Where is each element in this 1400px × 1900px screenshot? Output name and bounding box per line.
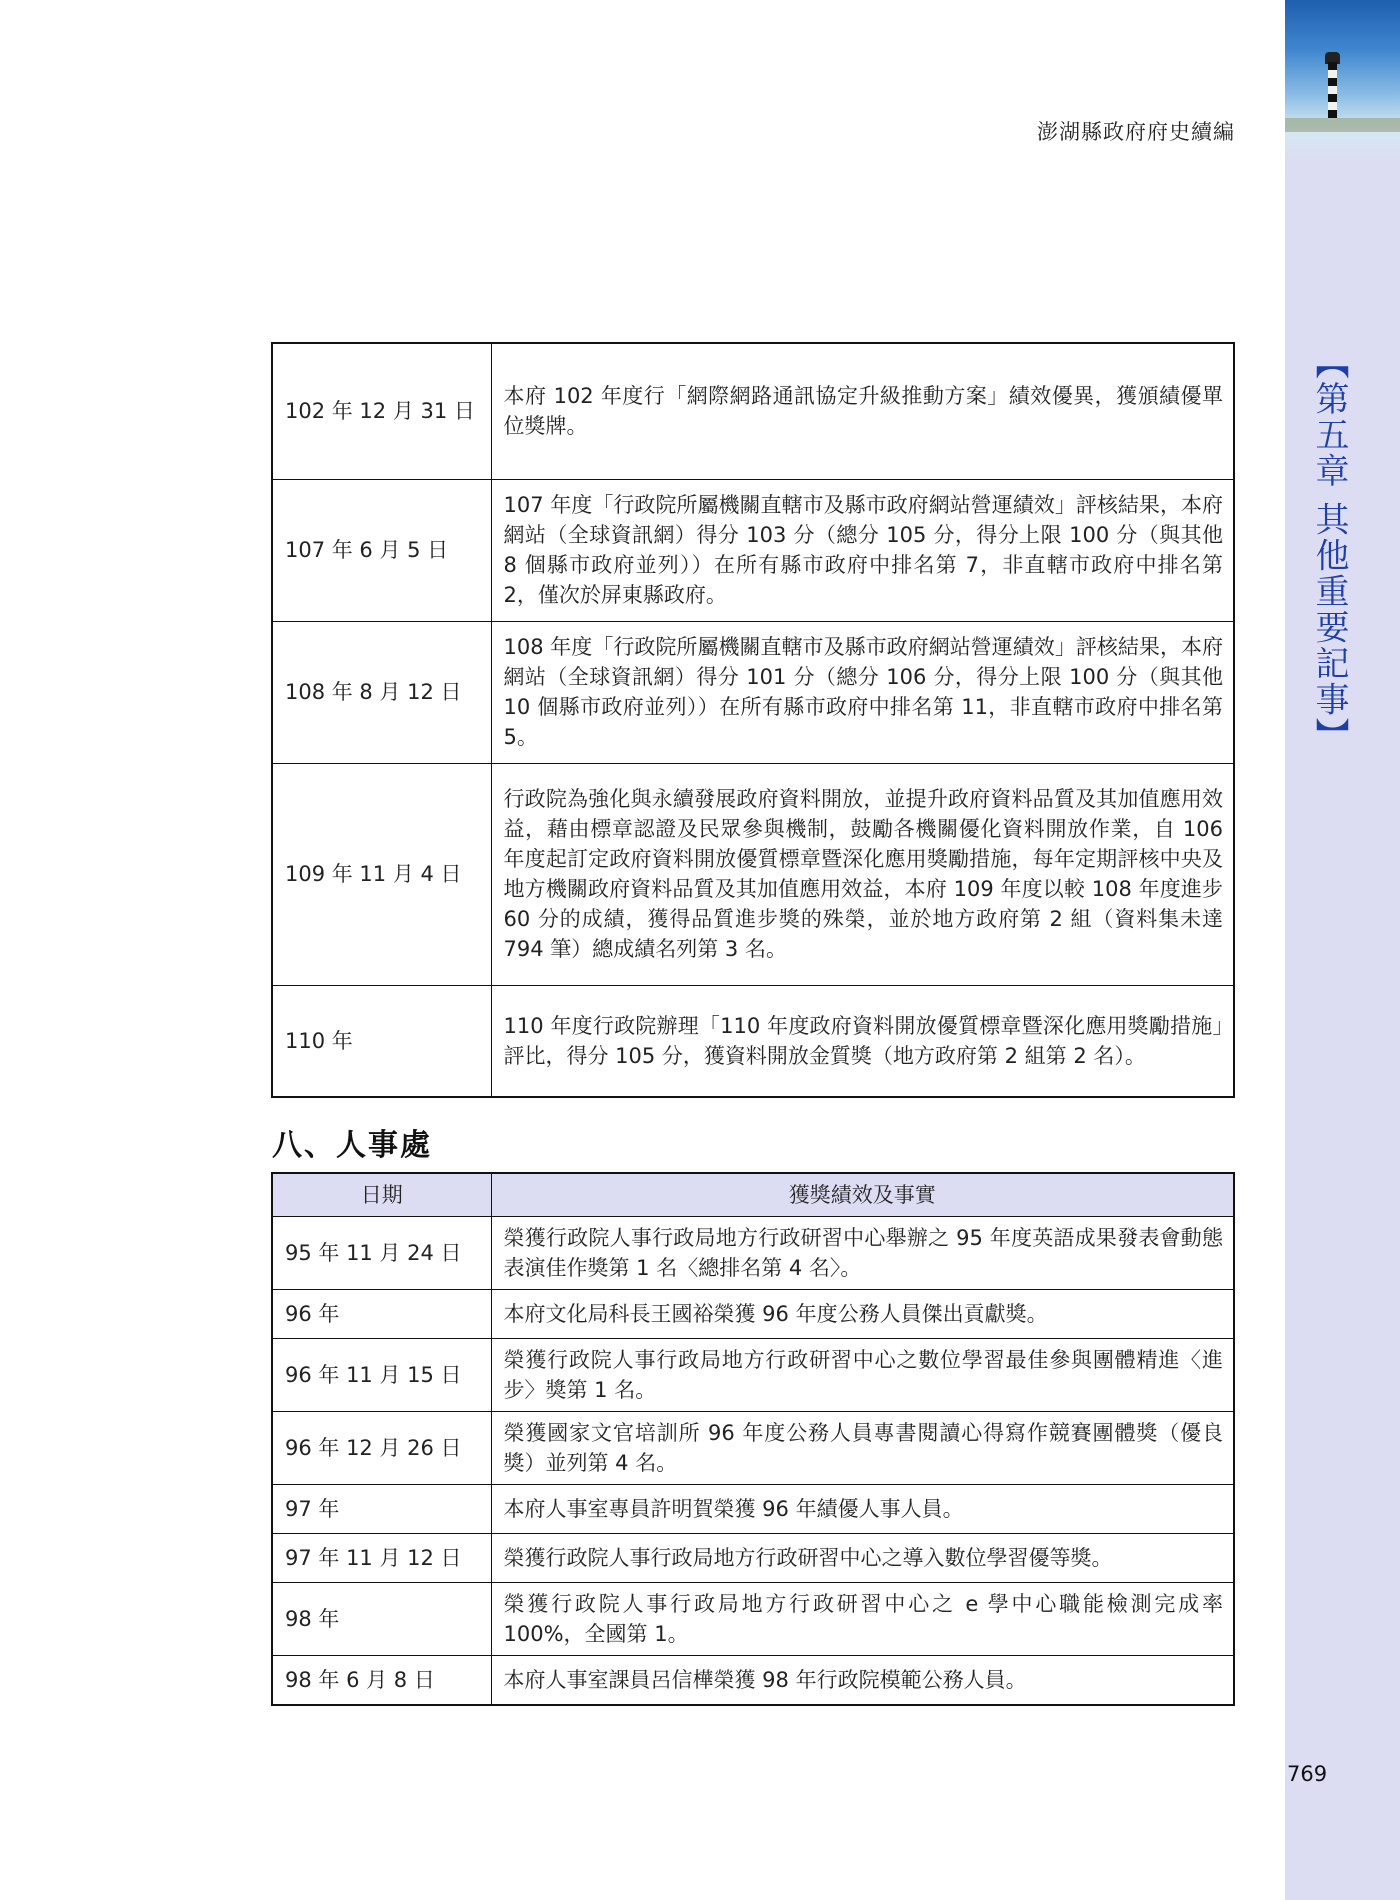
table-row xyxy=(272,1583,1234,1656)
table-row xyxy=(272,1339,1234,1412)
column-header-description: 獲獎績效及事實 xyxy=(491,1173,1234,1217)
description-cell: 榮獲國家文官培訓所 96 年度公務人員專書閱讀心得寫作競賽團體獎（優良獎）並列第 4 名。 xyxy=(491,1412,1234,1485)
date-cell: 96 年 11 月 15 日 xyxy=(272,1339,491,1412)
date-cell: 98 年 xyxy=(272,1583,491,1656)
date-cell: 97 年 xyxy=(272,1485,491,1534)
table-row xyxy=(272,479,1234,621)
table-row xyxy=(272,1412,1234,1485)
table-row xyxy=(272,1534,1234,1583)
lighthouse-tower xyxy=(1328,62,1337,120)
table-row xyxy=(272,1290,1234,1339)
description-cell: 107 年度「行政院所屬機關直轄市及縣市政府網站營運績效」評核結果，本府網站（全球資訊網）得分 103 分（總分 105 分，得分上限 100 分（與其他 8 個縣市政府並列））在所有縣市政府中排名第 7，非直轄市政府中排名第 2，僅次於屏東縣政府。 xyxy=(491,479,1234,621)
table-row xyxy=(272,1217,1234,1290)
description-cell: 108 年度「行政院所屬機關直轄市及縣市政府網站營運績效」評核結果，本府網站（全球資訊網）得分 101 分（總分 106 分，得分上限 100 分（與其他 10 個縣市政府並列））在所有縣市政府中排名第 11，非直轄市政府中排名第 5。 xyxy=(491,621,1234,763)
date-cell: 96 年 xyxy=(272,1290,491,1339)
chapter-sidebar xyxy=(1285,0,1400,1900)
running-title: 澎湖縣政府府史續編 xyxy=(1037,120,1235,144)
description-cell: 榮獲行政院人事行政局地方行政研習中心舉辦之 95 年度英語成果發表會動態表演佳作獎第 1 名〈總排名第 4 名〉。 xyxy=(491,1217,1234,1290)
description-cell: 榮獲行政院人事行政局地方行政研習中心之 e 學中心職能檢測完成率 100%，全國第 1。 xyxy=(491,1583,1234,1656)
description-cell: 行政院為強化與永續發展政府資料開放，並提升政府資料品質及其加值應用效益，藉由標章認證及民眾參與機制，鼓勵各機關優化資料開放作業，自 106 年度起訂定政府資料開放優質標章暨深化應用獎勵措施，每年定期評核中央及地方機關政府資料品質及其加值應用效益，本府 109 年度以較 108 年度進步 60 分的成績，獲得品質進步獎的殊榮，並於地方政府第 2 組（資料集未達 794 筆）總成績名列第 3 名。 xyxy=(491,763,1234,985)
date-cell: 108 年 8 月 12 日 xyxy=(272,621,491,763)
awards-table-continued xyxy=(271,342,1235,1098)
table-row xyxy=(272,343,1234,479)
date-cell: 109 年 11 月 4 日 xyxy=(272,763,491,985)
page-number: 769 xyxy=(1287,1762,1328,1786)
table-row xyxy=(272,985,1234,1097)
column-header-date: 日期 xyxy=(272,1173,491,1217)
date-cell: 95 年 11 月 24 日 xyxy=(272,1217,491,1290)
description-cell: 本府人事室課員呂信樺榮獲 98 年行政院模範公務人員。 xyxy=(491,1656,1234,1705)
date-cell: 110 年 xyxy=(272,985,491,1097)
description-cell: 本府文化局科長王國裕榮獲 96 年度公務人員傑出貢獻獎。 xyxy=(491,1290,1234,1339)
table-row xyxy=(272,621,1234,763)
section-heading: 八、人事處 xyxy=(272,1128,432,1163)
date-cell: 107 年 6 月 5 日 xyxy=(272,479,491,621)
shoreline xyxy=(1285,118,1400,132)
table-row xyxy=(272,763,1234,985)
description-cell: 本府 102 年度行「網際網路通訊協定升級推動方案」績效優異，獲頒績優單位獎牌。 xyxy=(491,343,1234,479)
table-row xyxy=(272,1656,1234,1705)
date-cell: 98 年 6 月 8 日 xyxy=(272,1656,491,1705)
date-cell: 97 年 11 月 12 日 xyxy=(272,1534,491,1583)
date-cell: 102 年 12 月 31 日 xyxy=(272,343,491,479)
description-cell: 榮獲行政院人事行政局地方行政研習中心之導入數位學習優等獎。 xyxy=(491,1534,1234,1583)
table-header-row xyxy=(272,1173,1234,1217)
table-row xyxy=(272,1485,1234,1534)
description-cell: 110 年度行政院辦理「110 年度政府資料開放優質標章暨深化應用獎勵措施」評比，得分 105 分，獲資料開放金質獎（地方政府第 2 組第 2 名）。 xyxy=(491,985,1234,1097)
awards-table-personnel xyxy=(271,1172,1235,1706)
description-cell: 榮獲行政院人事行政局地方行政研習中心之數位學習最佳參與團體精進〈進步〉獎第 1 名。 xyxy=(491,1339,1234,1412)
description-cell: 本府人事室專員許明賀榮獲 96 年績優人事人員。 xyxy=(491,1485,1234,1534)
date-cell: 96 年 12 月 26 日 xyxy=(272,1412,491,1485)
chapter-tab: 【第五章 其他重要記事】 xyxy=(1309,345,1349,754)
lighthouse-icon xyxy=(1285,0,1400,165)
